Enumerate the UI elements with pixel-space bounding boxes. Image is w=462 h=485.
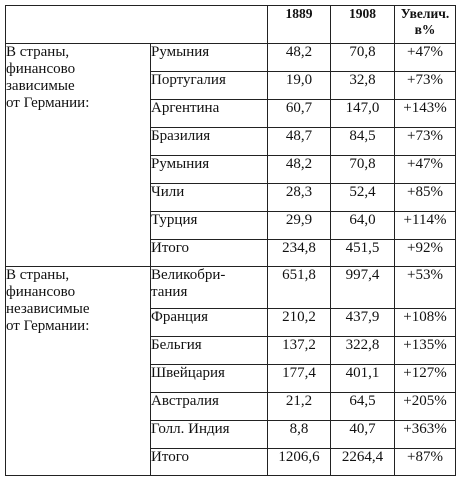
group-label-text: В страны, финансово независимые от Германии: (6, 267, 90, 334)
country-cell-text: Португалия (151, 72, 226, 88)
value-1908-cell (331, 421, 395, 449)
export-table (5, 5, 456, 476)
country-cell (151, 393, 268, 421)
increase-cell-text: +47% (407, 156, 443, 172)
value-1889-cell (268, 393, 331, 421)
value-1908-cell (331, 128, 395, 156)
value-1889-cell-text: 651,8 (282, 267, 316, 283)
country-cell-text: Франция (151, 309, 208, 325)
increase-cell (395, 337, 456, 365)
increase-cell-text: +127% (403, 365, 447, 381)
value-1889-cell (268, 421, 331, 449)
increase-cell-text: +85% (407, 184, 443, 200)
increase-cell (395, 309, 456, 337)
value-1908-cell-text: 64,5 (349, 393, 376, 409)
value-1908-cell (331, 337, 395, 365)
country-cell (151, 240, 268, 267)
value-1908-cell (331, 365, 395, 393)
country-cell-text: Итого (151, 449, 189, 465)
value-1889-cell (268, 309, 331, 337)
value-1908-cell-text: 2264,4 (341, 449, 384, 465)
header-1908: 1908 (331, 6, 395, 44)
increase-cell (395, 44, 456, 72)
country-cell (151, 156, 268, 184)
increase-cell (395, 240, 456, 267)
value-1889-cell-text: 48,7 (285, 128, 313, 144)
value-1908-cell-text: 997,4 (345, 267, 380, 283)
country-cell-text: Чили (151, 184, 185, 200)
country-cell (151, 128, 268, 156)
header-increase: Увелич. в% (395, 6, 456, 44)
value-1908-cell (331, 240, 395, 267)
value-1908-cell (331, 156, 395, 184)
header-1889: 1889 (268, 6, 331, 44)
increase-cell (395, 128, 456, 156)
country-cell (151, 44, 268, 72)
country-cell-text: Австралия (151, 393, 219, 409)
country-cell-text: Великобри- тания (151, 267, 226, 300)
value-1889-cell (268, 212, 331, 240)
value-1889-cell (268, 100, 331, 128)
country-cell (151, 449, 268, 476)
increase-cell (395, 184, 456, 212)
increase-cell (395, 365, 456, 393)
value-1908-cell-text: 401,1 (345, 365, 380, 381)
value-1889-cell (268, 128, 331, 156)
value-1908-cell (331, 184, 395, 212)
value-1908-cell-text: 70,8 (349, 156, 376, 172)
group-label-text: В страны, финансово зависимые от Германии: (6, 44, 90, 111)
value-1889-cell-text: 48,2 (285, 156, 313, 172)
group-label (6, 267, 151, 476)
country-cell-text: Бразилия (151, 128, 211, 144)
country-cell (151, 100, 268, 128)
increase-cell-text: +73% (407, 128, 443, 144)
country-cell (151, 267, 268, 309)
value-1889-cell-text: 21,2 (285, 393, 313, 409)
value-1889-cell (268, 44, 331, 72)
country-cell-text: Румыния (151, 156, 210, 172)
value-1889-cell-text: 177,4 (282, 365, 316, 381)
value-1908-cell-text: 322,8 (345, 337, 380, 353)
value-1908-cell-text: 52,4 (349, 184, 376, 200)
increase-cell-text: +143% (403, 100, 447, 116)
country-cell (151, 365, 268, 393)
header-row (6, 6, 456, 44)
table-row (6, 44, 456, 72)
value-1889-cell (268, 184, 331, 212)
country-cell-text: Бельгия (151, 337, 202, 353)
increase-cell-text: +108% (403, 309, 447, 325)
value-1889-cell-text: 48,2 (285, 44, 313, 60)
increase-cell (395, 267, 456, 309)
value-1889-cell (268, 337, 331, 365)
value-1889-cell (268, 156, 331, 184)
value-1908-cell (331, 393, 395, 421)
country-cell-text: Турция (151, 212, 198, 228)
increase-cell (395, 393, 456, 421)
value-1908-cell (331, 44, 395, 72)
increase-cell (395, 156, 456, 184)
increase-cell-text: +114% (403, 212, 447, 228)
increase-cell (395, 72, 456, 100)
value-1889-cell-text: 8,8 (289, 421, 309, 437)
value-1908-cell-text: 64,0 (349, 212, 376, 228)
country-cell-text: Румыния (151, 44, 210, 60)
value-1889-cell-text: 210,2 (282, 309, 316, 325)
value-1908-cell (331, 212, 395, 240)
country-cell-text: Итого (151, 240, 189, 256)
header-blank-cell (6, 6, 268, 44)
value-1889-cell (268, 72, 331, 100)
value-1908-cell-text: 32,8 (349, 72, 376, 88)
country-cell-text: Швейцария (151, 365, 225, 381)
country-cell (151, 184, 268, 212)
value-1908-cell-text: 70,8 (349, 44, 376, 60)
increase-cell (395, 100, 456, 128)
increase-cell-text: +363% (403, 421, 447, 437)
increase-cell-text: +205% (403, 393, 447, 409)
increase-cell-text: +47% (407, 44, 443, 60)
value-1889-cell-text: 60,7 (285, 100, 313, 116)
value-1889-cell-text: 1206,6 (278, 449, 320, 465)
value-1889-cell (268, 267, 331, 309)
value-1908-cell (331, 309, 395, 337)
country-cell (151, 72, 268, 100)
country-cell (151, 337, 268, 365)
increase-cell-text: +53% (407, 267, 443, 283)
value-1889-cell (268, 449, 331, 476)
country-cell (151, 212, 268, 240)
value-1908-cell (331, 72, 395, 100)
country-cell-text: Голл. Индия (151, 421, 230, 437)
increase-cell-text: +73% (407, 72, 443, 88)
value-1908-cell-text: 40,7 (349, 421, 376, 437)
country-cell (151, 309, 268, 337)
increase-cell-text: +87% (407, 449, 443, 465)
increase-cell-text: +135% (403, 337, 447, 353)
value-1908-cell-text: 437,9 (345, 309, 380, 325)
value-1908-cell (331, 100, 395, 128)
table-row (6, 267, 456, 309)
value-1889-cell (268, 240, 331, 267)
increase-cell (395, 212, 456, 240)
value-1889-cell-text: 137,2 (282, 337, 316, 353)
value-1908-cell-text: 451,5 (345, 240, 380, 256)
value-1889-cell-text: 19,0 (285, 72, 313, 88)
value-1908-cell-text: 84,5 (349, 128, 376, 144)
value-1908-cell (331, 267, 395, 309)
value-1889-cell-text: 234,8 (282, 240, 316, 256)
country-cell (151, 421, 268, 449)
value-1889-cell-text: 28,3 (285, 184, 313, 200)
group-label (6, 44, 151, 267)
increase-cell (395, 449, 456, 476)
value-1889-cell (268, 365, 331, 393)
country-cell-text: Аргентина (151, 100, 220, 116)
increase-cell-text: +92% (407, 240, 443, 256)
value-1908-cell (331, 449, 395, 476)
increase-cell (395, 421, 456, 449)
value-1908-cell-text: 147,0 (345, 100, 380, 116)
value-1889-cell-text: 29,9 (285, 212, 313, 228)
